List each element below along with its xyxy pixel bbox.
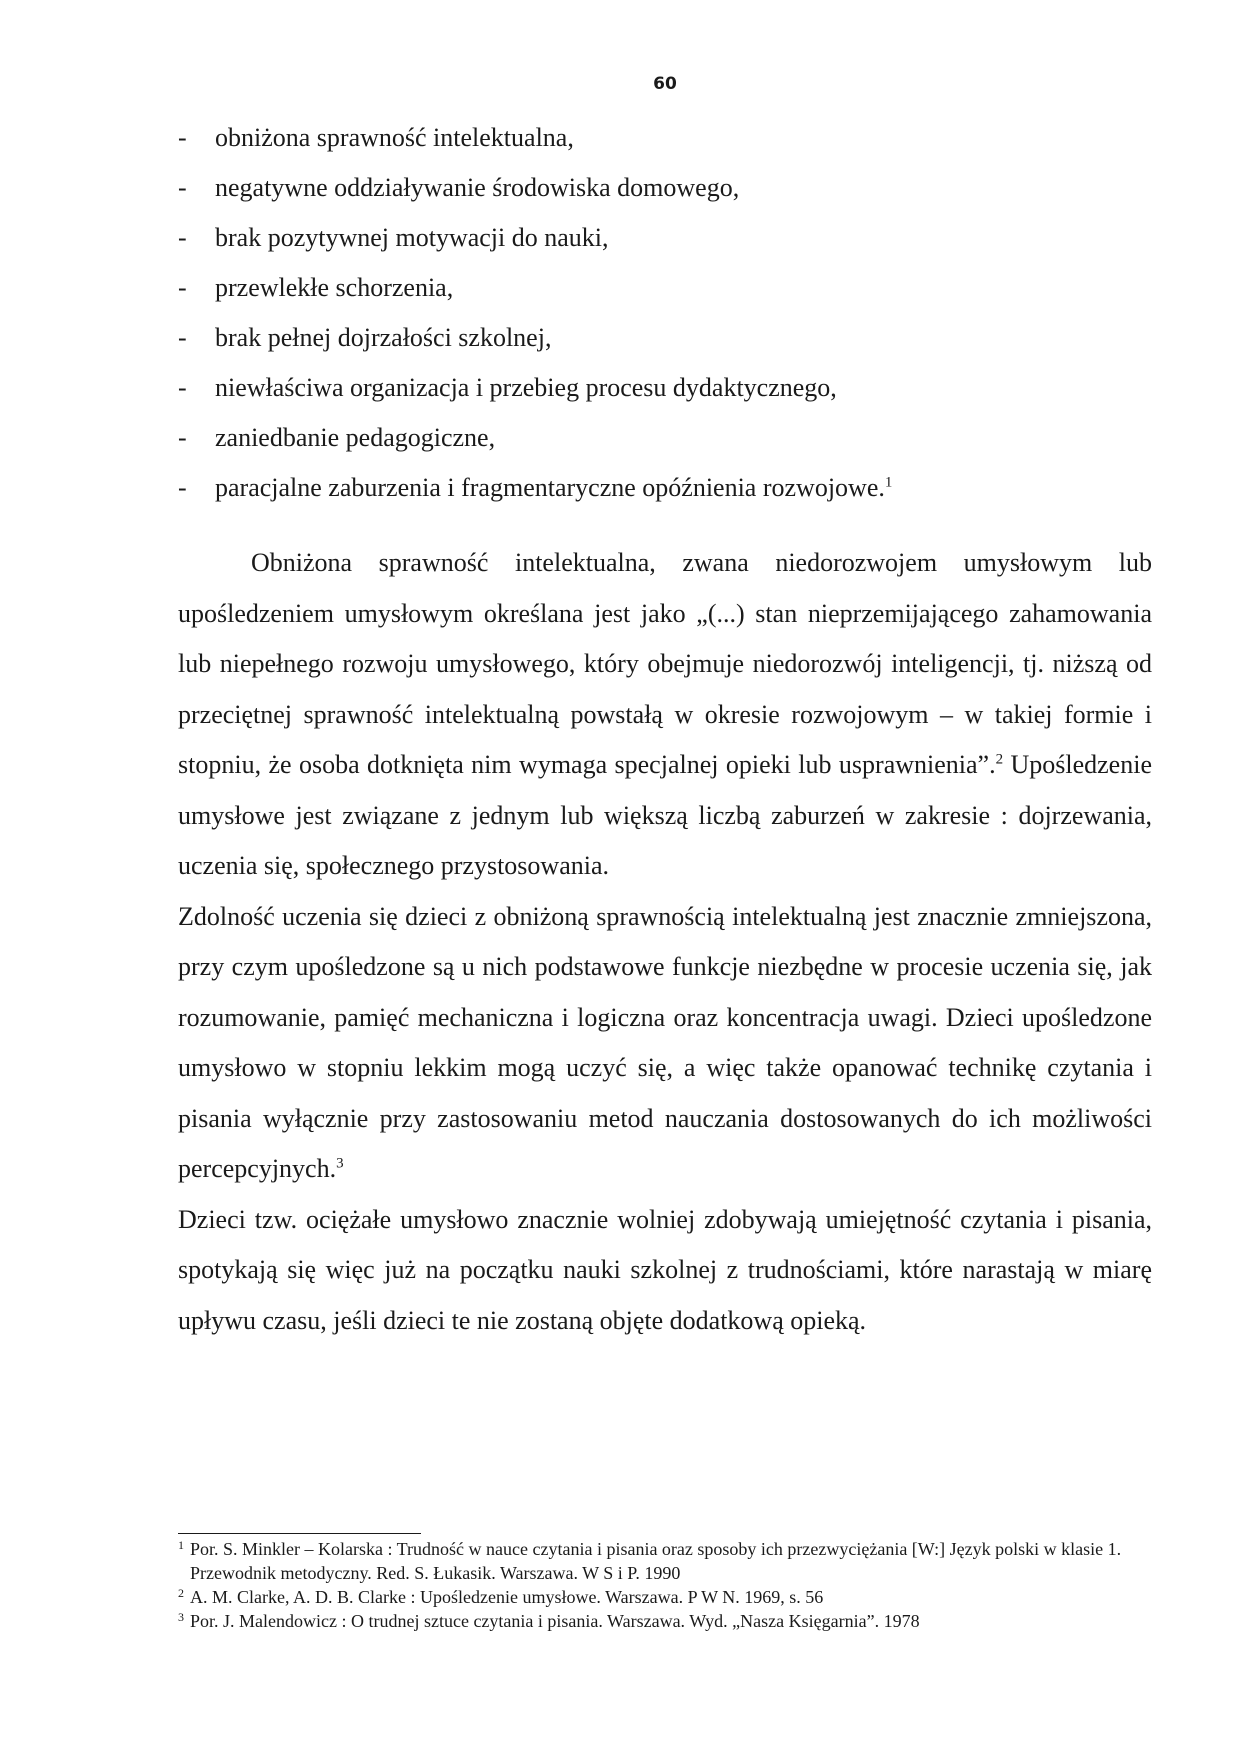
list-item [178,265,1158,315]
list-item-text: brak pozytywnej motywacji do nauki, [215,223,609,252]
footnote: 1 Por. S. Minkler – Kolarska : Trudność w nauce czytania i pisania oraz sposoby ich przezwyciężania [W:] Język polski w klasie 1. Przewodnik metodyczny. Red. S. Łukasik. Warszawa. W S i P. 1990 [178,1538,1122,1583]
footnote-reference[interactable]: 1 [884,474,893,491]
footnote-reference[interactable]: 3 [336,1155,344,1172]
bullet-dash: - [178,123,187,152]
paragraph-text: Obniżona sprawność intelektualna, zwana niedorozwojem umysłowym lub upośledzeniem umysłowym określana jest jako „(...) stan nieprzemijającego zahamowania lub niepełnego rozwoju umysłowego, który obejmuje niedorozwój inteligencji, tj. niższą od przeciętnej sprawność intelektualną powstałą w okresie rozwojowym – w takiej formie i stopniu, że osoba dotknięta nim wymaga specjalnej opieki lub usprawnienia”. [178,548,1152,779]
bullet-dash: - [178,473,187,502]
list-item-text: obniżona sprawność intelektualna, [215,123,574,152]
list-item [178,365,1158,415]
footnote-text: Por. S. Minkler – Kolarska : Trudność w nauce czytania i pisania oraz sposoby ich przezwyciężania [W:] Język polski w klasie 1. Przewodnik metodyczny. Red. S. Łukasik. Warszawa. W S i P. 1990 [190,1539,1122,1583]
list-item-text: przewlekłe schorzenia, [215,273,454,302]
footnote: 3 Por. J. Malendowicz : O trudnej sztuce czytania i pisania. Warszawa. Wyd. „Nasza Księgarnia”. 1978 [178,1610,920,1631]
footnote: 2 A. M. Clarke, A. D. B. Clarke : Upośledzenie umysłowe. Warszawa. P W N. 1969, s. 56 [178,1586,824,1607]
list-item [178,165,1158,215]
list-item [178,215,1158,265]
list-item [178,115,1158,165]
page-number: 60 [653,74,677,94]
list-item-text: negatywne oddziaływanie środowiska domowego, [215,173,740,202]
list-item-text: paracjalne zaburzenia i fragmentaryczne opóźnienia rozwojowe. [215,473,885,502]
paragraph-text: Upośledzenie umysłowe jest związane z jednym lub większą liczbą zaburzeń w zakresie : dojrzewania, uczenia się, społecznego przystosowania. [178,750,1152,880]
list-item-text: brak pełnej dojrzałości szkolnej, [215,323,552,352]
paragraph-text: Dzieci tzw. ociężałe umysłowo znacznie wolniej zdobywają umiejętność czytania i pisania, spotykają się więc już na początku nauki szkolnej z trudnościami, które narastają w miarę upływu czasu, jeśli dzieci te nie zostaną objęte dodatkową opieką. [178,1204,1152,1335]
bullet-dash: - [178,373,187,402]
footnote-text: Por. J. Malendowicz : O trudnej sztuce czytania i pisania. Warszawa. Wyd. „Nasza Księgarnia”. 1978 [190,1611,920,1631]
paragraph-intellectual-disability [178,538,1152,892]
bullet-dash: - [178,173,187,202]
list-item-text: niewłaściwa organizacja i przebieg procesu dydaktycznego, [215,373,837,402]
paragraph-learning-ability [178,892,1152,1195]
list-item [178,465,1158,515]
footnote-separator [178,1533,421,1534]
bullet-dash: - [178,323,187,352]
body-text [178,538,1152,1346]
footnote-reference[interactable]: 2 [995,751,1004,768]
list-item [178,415,1158,465]
paragraph-text: Zdolność uczenia się dzieci z obniżoną sprawnością intelektualną jest znacznie zmniejszona, przy czym upośledzone są u nich podstawowe funkcje niezbędne w procesie uczenia się, jak rozumowanie, pamięć mechaniczna i logiczna oraz koncentracja uwagi. Dzieci upośledzone umysłowo w stopniu lekkim mogą uczyć się, a więc także opanować technikę czytania i pisania wyłącznie przy zastosowaniu metod nauczania dostosowanych do ich możliwości percepcyjnych. [178,901,1152,1183]
bullet-dash: - [178,423,187,452]
footnote-text: A. M. Clarke, A. D. B. Clarke : Upośledzenie umysłowe. Warszawa. P W N. 1969, s. 56 [190,1587,824,1607]
paragraph-slow-learners [178,1195,1152,1347]
list-item-text: zaniedbanie pedagogiczne, [215,423,496,452]
bullet-list [178,115,1158,515]
bullet-dash: - [178,273,187,302]
list-item [178,315,1158,365]
bullet-dash: - [178,223,187,252]
footnotes [178,1537,1138,1633]
